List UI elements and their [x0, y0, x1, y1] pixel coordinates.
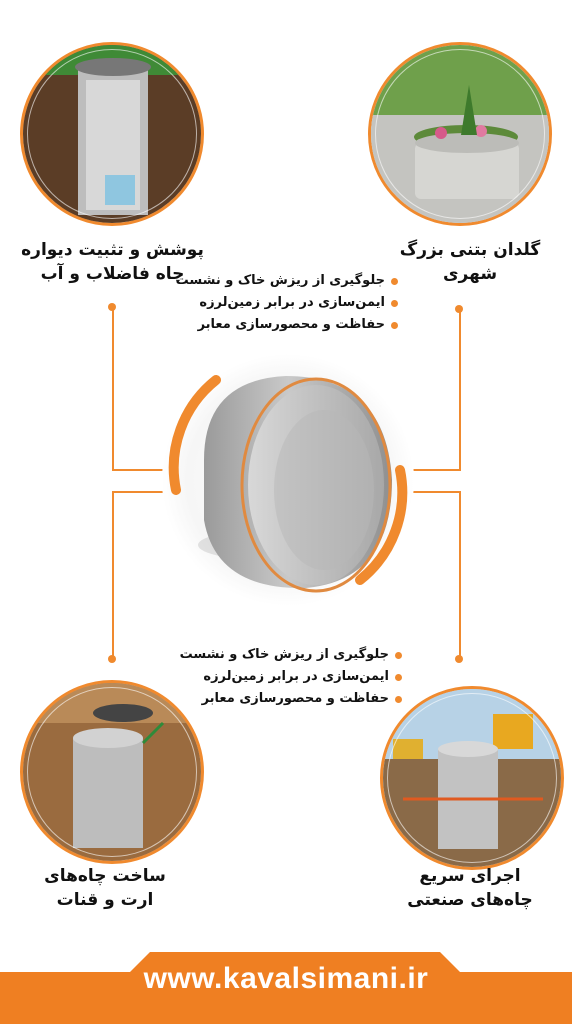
- sewage-well-icon: [23, 45, 201, 223]
- bullet-dot-icon: [391, 322, 398, 329]
- bullet-dot-icon: [395, 652, 402, 659]
- list-item: حفاظت و محصورسازی معابر: [180, 688, 402, 710]
- connector-node: [455, 655, 463, 663]
- connector-node: [108, 303, 116, 311]
- list-item: جلوگیری از ریزش خاک و نشست: [180, 270, 398, 292]
- list-item: ایمن‌سازی در برابر زمین‌لرزه: [180, 666, 402, 688]
- connector-node: [455, 305, 463, 313]
- connector-right-top-v: [459, 308, 461, 470]
- urban-planter-image: [368, 42, 552, 226]
- connector-left-top-v: [112, 306, 114, 470]
- earth-well-image: [20, 680, 204, 864]
- title-line: اجرای سریع: [419, 866, 521, 886]
- industrial-well-image: [380, 686, 564, 870]
- list-item: جلوگیری از ریزش خاک و نشست: [180, 644, 402, 666]
- industrial-well-icon: [383, 689, 561, 867]
- title-line: چاه‌های صنعتی: [407, 890, 533, 910]
- bullet-dot-icon: [395, 674, 402, 681]
- website-link[interactable]: www.kavalsimani.ir: [143, 962, 429, 995]
- concrete-ring-icon: [156, 340, 420, 620]
- title-top-right: [380, 238, 560, 286]
- bullet-dot-icon: [395, 696, 402, 703]
- title-line: پوشش و تثبیت دیواره: [21, 240, 204, 260]
- bullet-dot-icon: [391, 278, 398, 285]
- title-bottom-right: [380, 864, 560, 912]
- connector-node: [108, 655, 116, 663]
- title-line: ساخت چاه‌های: [44, 866, 166, 886]
- title-bottom-left: [10, 864, 200, 912]
- bullet-list-bottom: [180, 644, 402, 710]
- title-line: چاه فاضلاب و آب: [40, 264, 185, 284]
- bullet-list-top: [175, 270, 398, 336]
- title-line: شهری: [442, 264, 498, 284]
- connector-right-bottom-v: [459, 492, 461, 658]
- sewage-well-image: [20, 42, 204, 226]
- connector-left-bottom-v: [112, 492, 114, 658]
- list-item: ایمن‌سازی در برابر زمین‌لرزه: [180, 292, 398, 314]
- title-line: گلدان بتنی بزرگ: [399, 240, 541, 260]
- urban-planter-icon: [371, 45, 549, 223]
- bullet-dot-icon: [391, 300, 398, 307]
- list-item: حفاظت و محصورسازی معابر: [180, 314, 398, 336]
- earth-well-icon: [23, 683, 201, 861]
- title-line: ارت و قنات: [56, 890, 154, 910]
